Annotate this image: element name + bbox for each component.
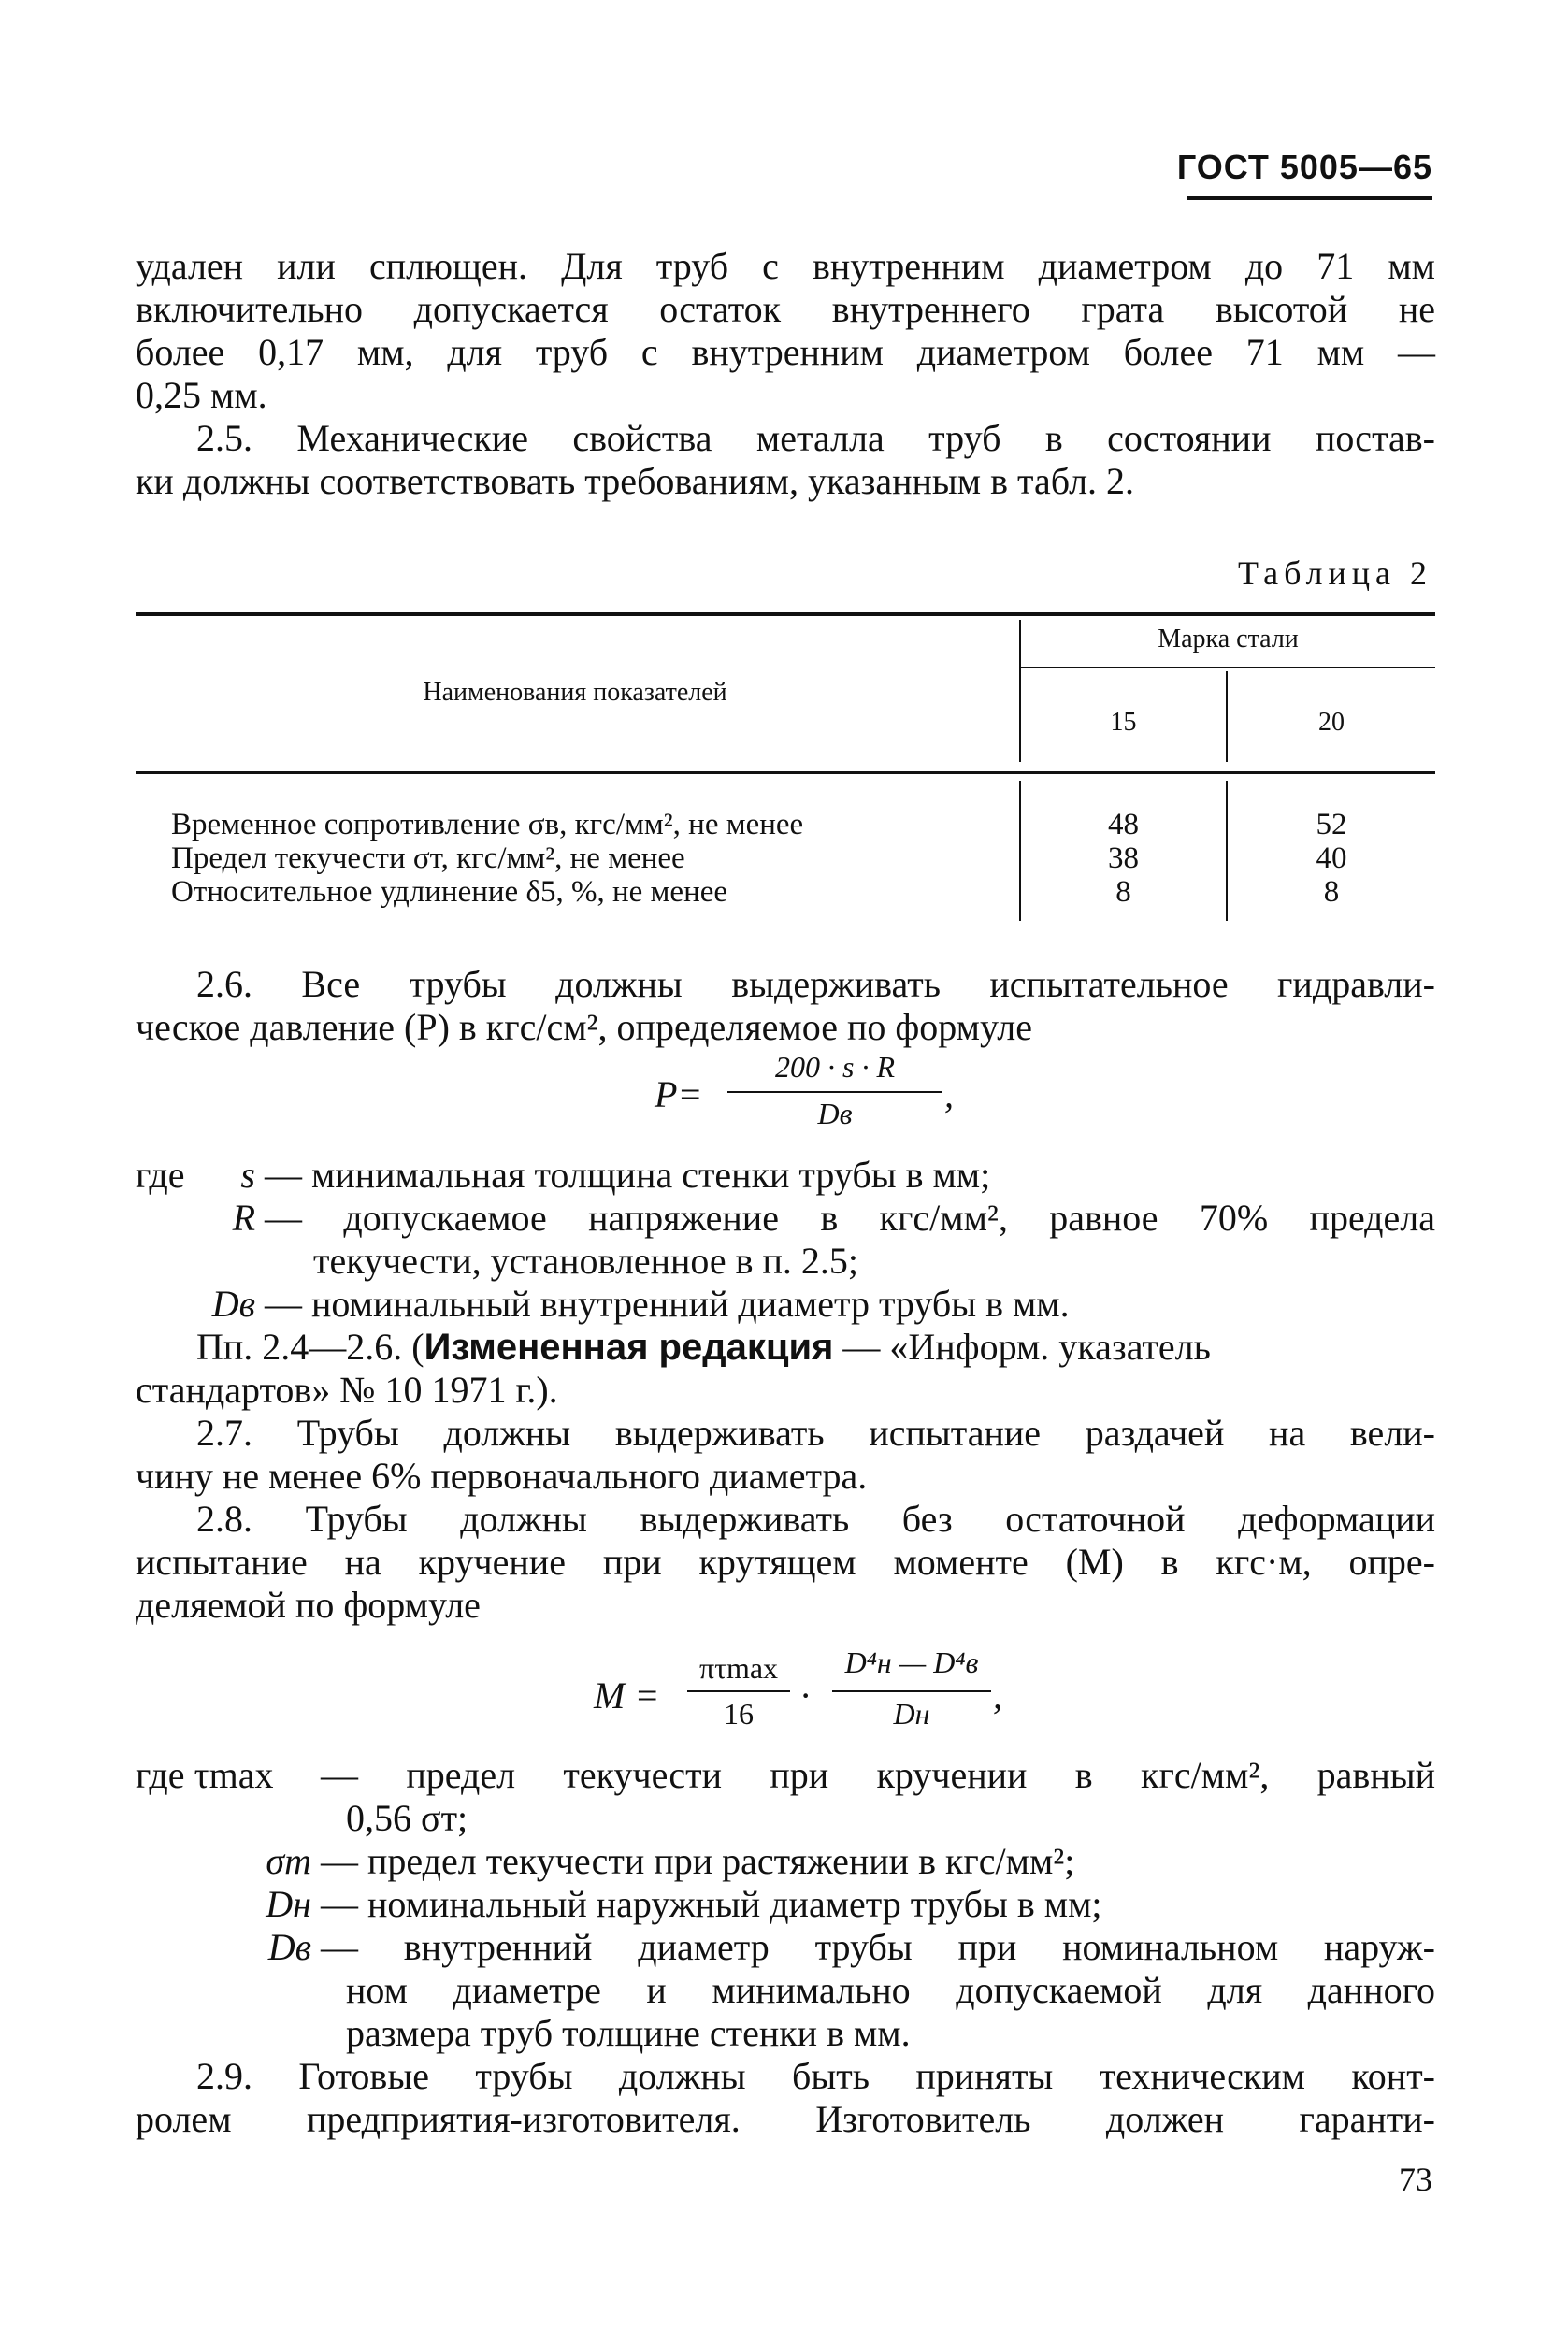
variable-definition: — предел текучести при кручении в кгс/мм², равный	[321, 1754, 1435, 1796]
table-cell-value: 8	[1115, 875, 1131, 909]
header-rule	[1187, 196, 1432, 200]
formula-2-comma: ,	[993, 1674, 1002, 1717]
amendment-note-line: стандартов» № 10 1971 г.).	[136, 1369, 558, 1411]
amendment-suffix: — «Информ. указатель	[833, 1326, 1211, 1368]
formula-2-numerator-1: πτmax	[698, 1651, 779, 1685]
variable-definition-cont: 0,56 σт;	[346, 1797, 468, 1839]
formula-1-fraction-bar	[727, 1091, 942, 1093]
variable-definition: — номинальный наружный диаметр трубы в мм;	[321, 1883, 1102, 1925]
where-lead: где τmax	[136, 1754, 274, 1796]
paragraph-2-9-line: 2.9. Готовые трубы должны быть приняты техническим конт-	[196, 2055, 1435, 2097]
table-header-name: Наименования показателей	[423, 678, 727, 707]
paragraph-2-5-line: ки должны соответствовать требованиям, указанным в табл. 2.	[136, 460, 1135, 502]
variable-definition: — предел текучести при растяжении в кгс/мм²;	[321, 1840, 1075, 1882]
table-cell-value: 8	[1323, 875, 1340, 909]
table-cell-name: Предел текучести σт, кгс/мм², не менее	[171, 841, 685, 875]
table-cell-name: Относительное удлинение δ5, %, не менее	[171, 875, 728, 909]
formula-2-numerator-2: D⁴н — D⁴в	[844, 1645, 979, 1679]
table-header-group: Марка стали	[1158, 625, 1299, 654]
formula-2-fraction-bar	[687, 1690, 790, 1692]
variable-symbol: R	[232, 1197, 255, 1239]
variable-definition: — внутренний диаметр трубы при номинальном наруж-	[321, 1926, 1435, 1968]
variable-symbol: σт	[266, 1840, 311, 1882]
paragraph-2-7-line: 2.7. Трубы должны выдерживать испытание раздачей на вели-	[196, 1412, 1435, 1454]
variable-definition: — номинальный внутренний диаметр трубы в мм.	[265, 1283, 1070, 1325]
paragraph-2-8-line: 2.8. Трубы должны выдерживать без остаточной деформации	[196, 1498, 1435, 1540]
paragraph-2-6-line: 2.6. Все трубы должны выдерживать испытательное гидравли-	[196, 963, 1435, 1005]
variable-symbol: Dв	[211, 1283, 255, 1325]
paragraph-2-7-line: чину не менее 6% первоначального диаметра.	[136, 1455, 868, 1497]
where-lead: где	[136, 1154, 185, 1196]
formula-2-dot: ·	[799, 1674, 813, 1717]
table-cell-name: Временное сопротивление σв, кгс/мм², не менее	[171, 808, 804, 841]
formula-2-lhs: M =	[594, 1674, 660, 1717]
table-cell-value: 52	[1316, 808, 1347, 841]
document-header: ГОСТ 5005—65	[1176, 148, 1432, 186]
paragraph-2-8-line: деляемой по формуле	[136, 1584, 481, 1626]
amendment-bold: Измененная редакция	[424, 1327, 834, 1368]
table-caption: Таблица 2	[1238, 554, 1432, 592]
table-header-grade-20: 20	[1318, 708, 1345, 737]
formula-2-denominator-2: Dн	[893, 1697, 930, 1731]
formula-1-numerator: 200 · s · R	[775, 1050, 895, 1084]
variable-definition-cont: текучести, установленное в п. 2.5;	[313, 1240, 859, 1282]
table-header-rule	[136, 771, 1435, 774]
page-number: 73	[1399, 2161, 1432, 2198]
variable-symbol: Dн	[266, 1883, 311, 1925]
variable-definition: — минимальная толщина стенки трубы в мм;	[265, 1154, 991, 1196]
paragraph-line: включительно допускается остаток внутреннего грата высотой не	[136, 288, 1435, 330]
variable-symbol: s	[240, 1154, 255, 1196]
amendment-note	[196, 1326, 1435, 1369]
formula-2-denominator-1: 16	[724, 1697, 754, 1731]
variable-definition-cont: размера труб толщине стенки в мм.	[346, 2012, 911, 2054]
paragraph-line: 0,25 мм.	[136, 374, 267, 416]
table-group-rule	[1021, 667, 1435, 668]
paragraph-line: удален или сплющен. Для труб с внутренним диаметром до 71 мм	[136, 245, 1435, 287]
table-top-rule	[136, 612, 1435, 616]
variable-symbol: Dв	[267, 1926, 311, 1968]
table-cell-value: 38	[1108, 841, 1139, 875]
amendment-prefix: Пп. 2.4—2.6. (	[196, 1326, 424, 1368]
variable-definition: — допускаемое напряжение в кгс/мм², равное 70% предела	[265, 1197, 1435, 1239]
paragraph-line: более 0,17 мм, для труб с внутренним диаметром более 71 мм —	[136, 331, 1435, 373]
formula-1-comma: ,	[944, 1073, 954, 1115]
formula-1-denominator: Dв	[817, 1097, 853, 1130]
variable-definition-cont: ном диаметре и минимально допускаемой для данного	[346, 1969, 1435, 2011]
table-header-grade-15: 15	[1110, 708, 1137, 737]
formula-2-fraction-bar	[832, 1690, 991, 1692]
paragraph-2-9-line: ролем предприятия-изготовителя. Изготовитель должен гаранти-	[136, 2098, 1435, 2140]
table-cell-value: 40	[1316, 841, 1347, 875]
paragraph-2-6-line: ческое давление (P) в кгс/см², определяемое по формуле	[136, 1006, 1032, 1048]
formula-1-lhs: P=	[655, 1073, 703, 1115]
paragraph-2-8-line: испытание на кручение при крутящем моменте (M) в кгс·м, опре-	[136, 1541, 1435, 1583]
table-cell-value: 48	[1108, 808, 1139, 841]
paragraph-2-5-line: 2.5. Механические свойства металла труб в состоянии постав-	[196, 417, 1435, 459]
